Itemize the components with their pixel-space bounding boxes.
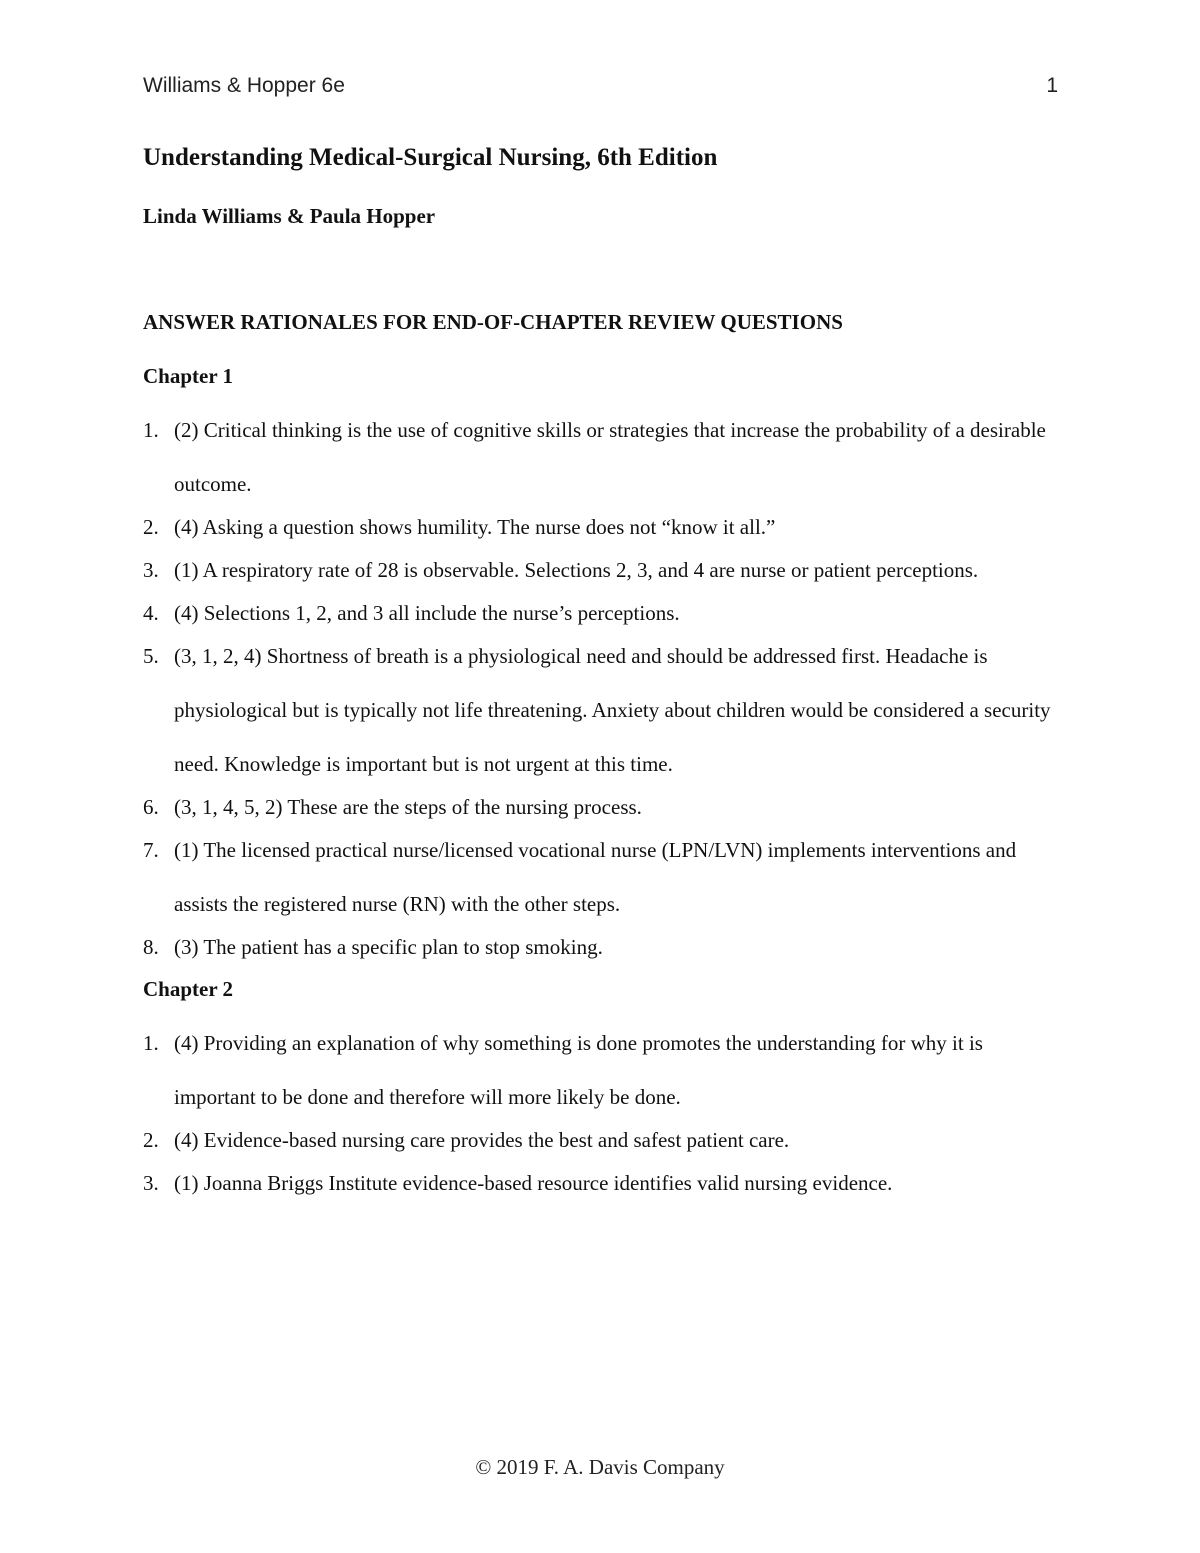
answer-text: (1) A respiratory rate of 28 is observable. Selections 2, 3, and 4 are nurse or patient perceptions.: [174, 558, 979, 582]
answer-number: 3.: [143, 558, 159, 582]
copyright-notice: © 2019 F. A. Davis Company: [475, 1455, 725, 1479]
answer-number: 6.: [143, 795, 159, 819]
answer-text: (4) Evidence-based nursing care provides the best and safest patient care.: [174, 1128, 790, 1152]
document-title: Understanding Medical-Surgical Nursing, 6th Edition: [143, 144, 718, 171]
answer-number: 5.: [143, 644, 159, 668]
document-authors: Linda Williams & Paula Hopper: [143, 204, 436, 228]
answer-item: [143, 403, 1058, 511]
answer-text: (2) Critical thinking is the use of cognitive skills or strategies that increase the probability of a desirable outcome.: [174, 418, 1046, 496]
chapter-2: [143, 973, 1058, 1210]
answer-list: [143, 403, 1058, 974]
chapter-title: Chapter 2: [143, 977, 234, 1001]
answer-number: 7.: [143, 838, 159, 862]
answer-text: (3, 1, 2, 4) Shortness of breath is a physiological need and should be addressed first. Headache is physiological but is typically not life threatening. Anxiety about children would be considered a security need. Knowledge is important but is not urgent at this time.: [174, 644, 1051, 776]
answer-text: (4) Providing an explanation of why something is done promotes the understanding for why it is important to be done and therefore will more likely be done.: [174, 1031, 983, 1109]
answer-item: [143, 629, 1058, 791]
answer-number: 1.: [143, 418, 159, 442]
section-title: ANSWER RATIONALES FOR END-OF-CHAPTER REVIEW QUESTIONS: [143, 310, 843, 334]
answer-item: [143, 823, 1058, 931]
page-footer: [0, 1455, 1200, 1480]
chapter-1: [143, 360, 1058, 974]
answer-item: [143, 1016, 1058, 1124]
answer-text: (4) Asking a question shows humility. The nurse does not “know it all.”: [174, 515, 776, 539]
answer-number: 2.: [143, 1128, 159, 1152]
running-header: [143, 74, 1058, 98]
page-number: 1: [1046, 74, 1058, 97]
answer-number: 3.: [143, 1171, 159, 1195]
answer-text: (1) The licensed practical nurse/licensed vocational nurse (LPN/LVN) implements interventions and assists the registered nurse (RN) with the other steps.: [174, 838, 1017, 916]
answer-number: 2.: [143, 515, 159, 539]
answer-number: 1.: [143, 1031, 159, 1055]
answer-item: [143, 1156, 1058, 1210]
answer-number: 8.: [143, 935, 159, 959]
chapter-title: Chapter 1: [143, 364, 234, 388]
answer-text: (4) Selections 1, 2, and 3 all include the nurse’s perceptions.: [174, 601, 680, 625]
answer-text: (1) Joanna Briggs Institute evidence-based resource identifies valid nursing evidence.: [174, 1171, 893, 1195]
answer-item: [143, 920, 1058, 974]
answer-list: [143, 1016, 1058, 1210]
answer-number: 4.: [143, 601, 159, 625]
document-body: [143, 140, 1058, 1210]
answer-text: (3) The patient has a specific plan to stop smoking.: [174, 935, 603, 959]
answer-text: (3, 1, 4, 5, 2) These are the steps of the nursing process.: [174, 795, 642, 819]
running-title: Williams & Hopper 6e: [143, 74, 345, 97]
